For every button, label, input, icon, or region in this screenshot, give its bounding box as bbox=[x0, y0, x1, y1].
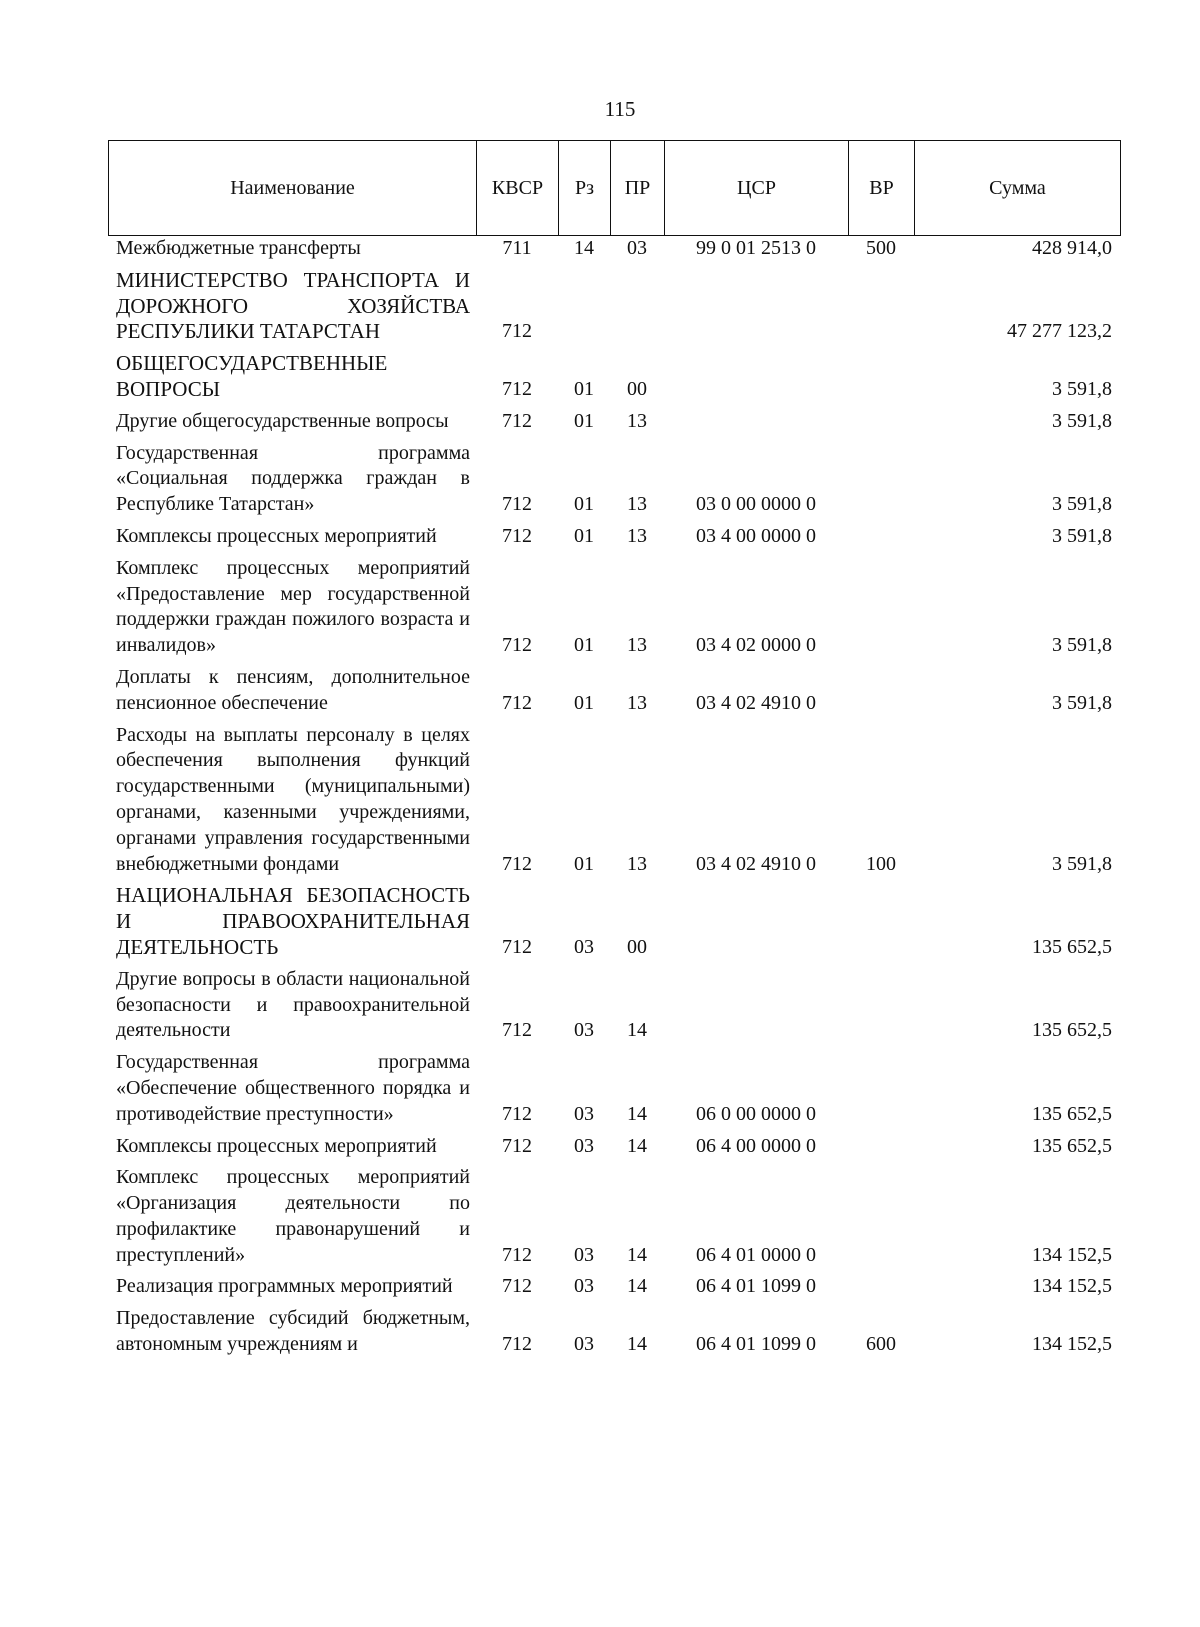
row-csr: 03 4 02 0000 0 bbox=[696, 634, 816, 657]
row-kvsr: 712 bbox=[502, 1275, 532, 1298]
header-kvsr: КВСР bbox=[477, 141, 559, 236]
table-row bbox=[108, 351, 1120, 403]
row-vr bbox=[848, 409, 914, 435]
row-kvsr: 712 bbox=[502, 691, 532, 714]
header-vr: ВР bbox=[849, 141, 915, 236]
row-pr: 00 bbox=[627, 377, 647, 400]
row-csr bbox=[664, 351, 848, 403]
row-pr: 14 bbox=[627, 1134, 647, 1157]
row-summa: 3 591,8 bbox=[1052, 524, 1112, 547]
table-row bbox=[108, 1274, 1120, 1300]
budget-table bbox=[108, 236, 1120, 1358]
table-row bbox=[108, 723, 1120, 878]
row-rz: 03 bbox=[574, 1275, 594, 1298]
table-row bbox=[108, 556, 1120, 659]
row-rz: 03 bbox=[574, 1333, 594, 1356]
row-vr bbox=[848, 441, 914, 518]
table-row bbox=[108, 883, 1120, 960]
row-rz: 01 bbox=[574, 852, 594, 875]
row-name: Другие вопросы в области национальной безопасности и правоохранительной деятельности bbox=[116, 967, 470, 1042]
row-kvsr: 711 bbox=[502, 237, 532, 259]
row-vr: 500 bbox=[866, 237, 896, 259]
row-pr: 14 bbox=[627, 1243, 647, 1266]
row-kvsr: 712 bbox=[502, 493, 532, 516]
row-summa: 3 591,8 bbox=[1052, 634, 1112, 657]
row-csr: 03 4 00 0000 0 bbox=[696, 524, 816, 547]
row-vr bbox=[848, 524, 914, 550]
row-vr bbox=[848, 1274, 914, 1300]
row-summa: 47 277 123,2 bbox=[1007, 320, 1112, 343]
row-pr: 00 bbox=[627, 935, 647, 958]
row-summa: 135 652,5 bbox=[1032, 1019, 1112, 1042]
row-csr bbox=[664, 268, 848, 345]
row-pr: 13 bbox=[627, 691, 647, 714]
table-row bbox=[108, 236, 1120, 262]
row-rz: 01 bbox=[574, 493, 594, 516]
table-row bbox=[108, 1134, 1120, 1160]
table-row bbox=[108, 1165, 1120, 1268]
row-name: Доплаты к пенсиям, дополнительное пенсионное обеспечение bbox=[116, 665, 470, 714]
row-kvsr: 712 bbox=[502, 1134, 532, 1157]
row-summa: 134 152,5 bbox=[1032, 1275, 1112, 1298]
table-row bbox=[108, 409, 1120, 435]
table-row bbox=[108, 268, 1120, 345]
row-summa: 3 591,8 bbox=[1052, 691, 1112, 714]
row-name: Другие общегосударственные вопросы bbox=[116, 409, 449, 432]
row-rz: 01 bbox=[574, 634, 594, 657]
row-kvsr: 712 bbox=[502, 852, 532, 875]
header-rz: Рз bbox=[559, 141, 611, 236]
row-kvsr: 712 bbox=[502, 1102, 532, 1125]
row-kvsr: 712 bbox=[502, 1019, 532, 1042]
table-row bbox=[108, 1306, 1120, 1358]
row-kvsr: 712 bbox=[502, 377, 532, 400]
row-vr bbox=[848, 1134, 914, 1160]
row-pr: 03 bbox=[627, 237, 647, 259]
row-kvsr: 712 bbox=[502, 409, 532, 432]
row-summa: 134 152,5 bbox=[1032, 1243, 1112, 1266]
row-pr: 14 bbox=[627, 1275, 647, 1298]
row-rz: 03 bbox=[574, 1102, 594, 1125]
row-pr: 14 bbox=[627, 1019, 647, 1042]
row-summa: 134 152,5 bbox=[1032, 1333, 1112, 1356]
row-name: Государственная программа «Обеспечение общественного порядка и противодействие преступности» bbox=[116, 1051, 470, 1125]
row-rz: 03 bbox=[574, 1134, 594, 1157]
row-rz: 01 bbox=[574, 691, 594, 714]
row-name: Комплексы процессных мероприятий bbox=[116, 1134, 437, 1157]
row-csr bbox=[664, 967, 848, 1044]
row-summa: 135 652,5 bbox=[1032, 1102, 1112, 1125]
row-vr bbox=[848, 1165, 914, 1268]
row-rz: 01 bbox=[574, 524, 594, 547]
row-vr: 600 bbox=[866, 1333, 896, 1356]
row-pr: 13 bbox=[627, 852, 647, 875]
row-summa: 3 591,8 bbox=[1052, 852, 1112, 875]
row-summa: 3 591,8 bbox=[1052, 493, 1112, 516]
row-name: Расходы на выплаты персоналу в целях обеспечения выполнения функций государственными (муниципальными) органами, казенными учреждениями, органами управления государственными внебюджетными фондами bbox=[116, 723, 470, 875]
row-vr bbox=[848, 268, 914, 345]
row-pr: 13 bbox=[627, 409, 647, 432]
row-rz: 03 bbox=[574, 1243, 594, 1266]
row-name: Комплекс процессных мероприятий «Организация деятельности по профилактике правонарушений и преступлений» bbox=[116, 1166, 470, 1266]
row-csr: 06 4 01 0000 0 bbox=[696, 1243, 816, 1266]
row-csr bbox=[664, 883, 848, 960]
row-csr: 99 0 01 2513 0 bbox=[696, 237, 816, 259]
row-name: Комплексы процессных мероприятий bbox=[116, 524, 437, 547]
row-vr: 100 bbox=[866, 852, 896, 875]
row-csr: 06 4 01 1099 0 bbox=[696, 1275, 816, 1298]
table-row bbox=[108, 967, 1120, 1044]
row-rz: 03 bbox=[574, 1019, 594, 1042]
row-summa: 428 914,0 bbox=[1032, 237, 1112, 259]
row-csr: 06 0 00 0000 0 bbox=[696, 1102, 816, 1125]
row-csr: 06 4 00 0000 0 bbox=[696, 1134, 816, 1157]
row-name: МИНИСТЕРСТВО ТРАНСПОРТА И ДОРОЖНОГО ХОЗЯЙСТВА РЕСПУБЛИКИ ТАТАРСТАН bbox=[116, 267, 470, 344]
row-vr bbox=[848, 556, 914, 659]
row-name: Предоставление субсидий бюджетным, автономным учреждениям и bbox=[116, 1307, 470, 1356]
header-summa: Сумма bbox=[915, 141, 1121, 236]
row-rz bbox=[558, 268, 610, 345]
row-vr bbox=[848, 351, 914, 403]
row-name: Комплекс процессных мероприятий «Предоставление мер государственной поддержки граждан пожилого возраста и инвалидов» bbox=[116, 556, 470, 657]
row-vr bbox=[848, 967, 914, 1044]
row-vr bbox=[848, 883, 914, 960]
row-rz: 14 bbox=[574, 237, 594, 259]
row-summa: 135 652,5 bbox=[1032, 1134, 1112, 1157]
row-pr: 13 bbox=[627, 493, 647, 516]
row-name: Реализация программных мероприятий bbox=[116, 1275, 453, 1298]
row-rz: 01 bbox=[574, 409, 594, 432]
row-csr: 03 0 00 0000 0 bbox=[696, 493, 816, 516]
row-pr: 13 bbox=[627, 634, 647, 657]
row-csr: 06 4 01 1099 0 bbox=[696, 1333, 816, 1356]
row-vr bbox=[848, 1050, 914, 1127]
header-pr: ПР bbox=[611, 141, 665, 236]
row-name: ОБЩЕГОСУДАРСТВЕННЫЕ ВОПРОСЫ bbox=[116, 351, 388, 401]
row-pr: 13 bbox=[627, 524, 647, 547]
row-pr bbox=[610, 268, 664, 345]
row-kvsr: 712 bbox=[502, 1333, 532, 1356]
header-csr: ЦСР bbox=[665, 141, 849, 236]
row-csr: 03 4 02 4910 0 bbox=[696, 691, 816, 714]
row-rz: 03 bbox=[574, 935, 594, 958]
row-summa: 3 591,8 bbox=[1052, 377, 1112, 400]
row-summa: 135 652,5 bbox=[1032, 935, 1112, 958]
row-summa: 3 591,8 bbox=[1052, 409, 1112, 432]
row-pr: 14 bbox=[627, 1102, 647, 1125]
table-header bbox=[108, 140, 1121, 236]
table-row bbox=[108, 1050, 1120, 1127]
page-number: 115 bbox=[604, 97, 636, 121]
header-name: Наименование bbox=[109, 141, 477, 236]
row-name: НАЦИОНАЛЬНАЯ БЕЗОПАСНОСТЬ И ПРАВООХРАНИТЕЛЬНАЯ ДЕЯТЕЛЬНОСТЬ bbox=[116, 883, 470, 959]
row-kvsr: 712 bbox=[502, 935, 532, 958]
row-csr: 03 4 02 4910 0 bbox=[696, 852, 816, 875]
row-csr bbox=[664, 409, 848, 435]
row-kvsr: 712 bbox=[502, 524, 532, 547]
row-rz: 01 bbox=[574, 377, 594, 400]
table-row bbox=[108, 441, 1120, 518]
row-name: Государственная программа «Социальная поддержка граждан в Республике Татарстан» bbox=[116, 441, 470, 516]
row-vr bbox=[848, 665, 914, 717]
table-row bbox=[108, 665, 1120, 717]
row-name: Межбюджетные трансферты bbox=[116, 237, 361, 259]
row-kvsr: 712 bbox=[502, 1243, 532, 1266]
row-kvsr: 712 bbox=[502, 634, 532, 657]
row-kvsr: 712 bbox=[502, 320, 532, 343]
row-pr: 14 bbox=[627, 1333, 647, 1356]
table-row bbox=[108, 524, 1120, 550]
